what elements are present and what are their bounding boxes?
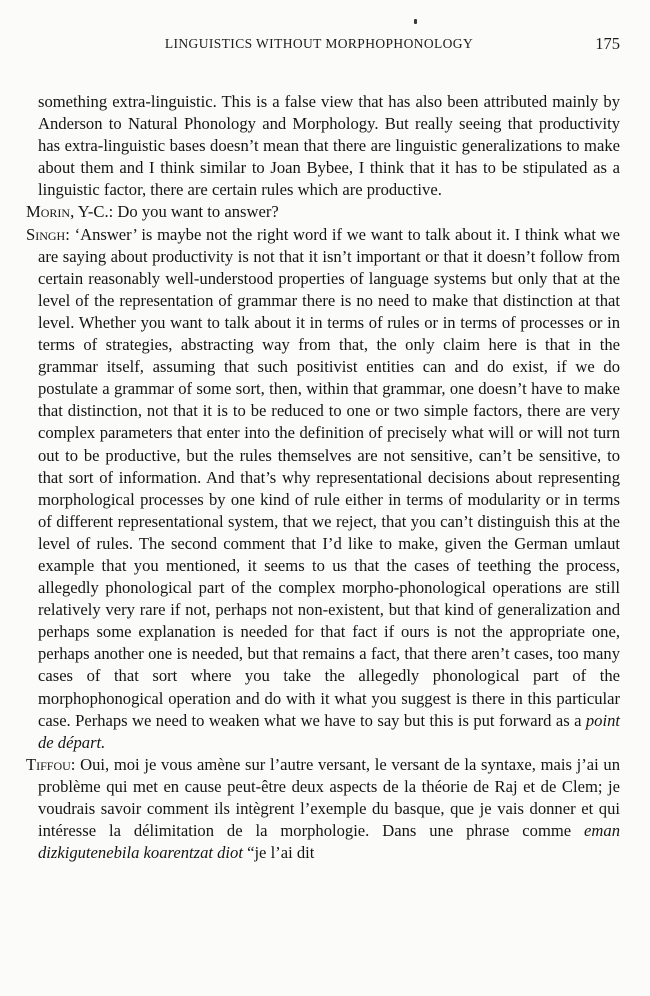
- italic-text-run: eman dizkigutenebila koarentzat diot: [38, 821, 620, 863]
- text-run: something extra-linguistic. This is a false view that has also been attributed mainly by Anderson to Natural Phonology and Morphology. But really seeing that productivity has extra-linguistic bases doesn’t mean that there are linguistic generalizations to make about them and I think similar to Joan Bybee, I think that it has to be stipulated as a linguistic factor, there are certain rules which are productive.: [38, 92, 620, 200]
- text-run: ‘Answer’ is maybe not the right word if we want to talk about it. I think what we are saying about productivity is not that it isn’t important or that it doesn’t follow from certain reasonably well-understood properties of language systems but only that at the level of the representation of grammar there is no need to make that distinction at that level. Whether you want to talk about it in terms of rules or in terms of processes or in terms of strategies, abstracting way from that, the only claim here is that in the grammar itself, assuming that such positivist entities can and do exist, if we do postulate a grammar of some sort, then, within that grammar, one doesn’t have to make that distinction, not that it is to be reduced to one or two simple factors, there are very complex parameters that enter into the definition of precisely what will or will not turn out to be productive, but the rules themselves are not sensitive, can’t be sensitive, to that sort of information. And that’s why representational decisions about representing morphological processes by one kind of rule either in terms of modularity or in terms of different representational system, that we reject, that you can’t distinguish this at the level of rules. The second comment that I’d like to make, given the German umlaut example that you mentioned, it seems to us that the cases of teething the process, allegedly phonological part of the complex morpho-phonological operations are still relatively very rare if not, perhaps not non-existent, but that kind of generalization and perhaps some explanation is needed for that fact if ours is not the appropriate one, perhaps another one is needed, but that remains a fact, that there aren’t cases, too many cases of that sort where you take the allegedly phonological part of the morphophonogical operation and do with it what you suggest is there in this particular case. Perhaps we need to weaken what we have to say but this is put forward as a: [38, 224, 621, 730]
- dialogue-paragraph: [26, 224, 621, 754]
- running-head-title: LINGUISTICS WITHOUT MORPHOPHONOLOGY: [164, 36, 474, 51]
- speaker-label: Tiffou:: [26, 754, 81, 774]
- scan-artifact-speck: [414, 19, 417, 24]
- continuation-paragraph: [38, 91, 620, 201]
- speaker-label: Singh:: [26, 224, 75, 244]
- text-run: “je l’ai dit: [242, 843, 315, 863]
- page-number: 175: [595, 34, 620, 53]
- speaker-label: Morin, Y-C.:: [26, 202, 118, 222]
- text-run: Do you want to answer?: [117, 202, 279, 222]
- dialogue-text: [26, 91, 621, 864]
- dialogue-paragraph: [26, 754, 621, 864]
- italic-text-run: point de départ.: [38, 710, 620, 752]
- dialogue-paragraph: [26, 201, 620, 223]
- text-run: Oui, moi je vous amène sur l’autre versant, le versant de la syntaxe, mais j’ai un problème qui met en cause peut-être deux aspects de la théorie de Raj et de Clem; je voudrais savoir comment ils intègrent l’exemple du basque, que je vais donner et qui intéresse la délimitation de la morphologie. Dans une phrase comme: [38, 754, 621, 841]
- running-head: [30, 36, 620, 54]
